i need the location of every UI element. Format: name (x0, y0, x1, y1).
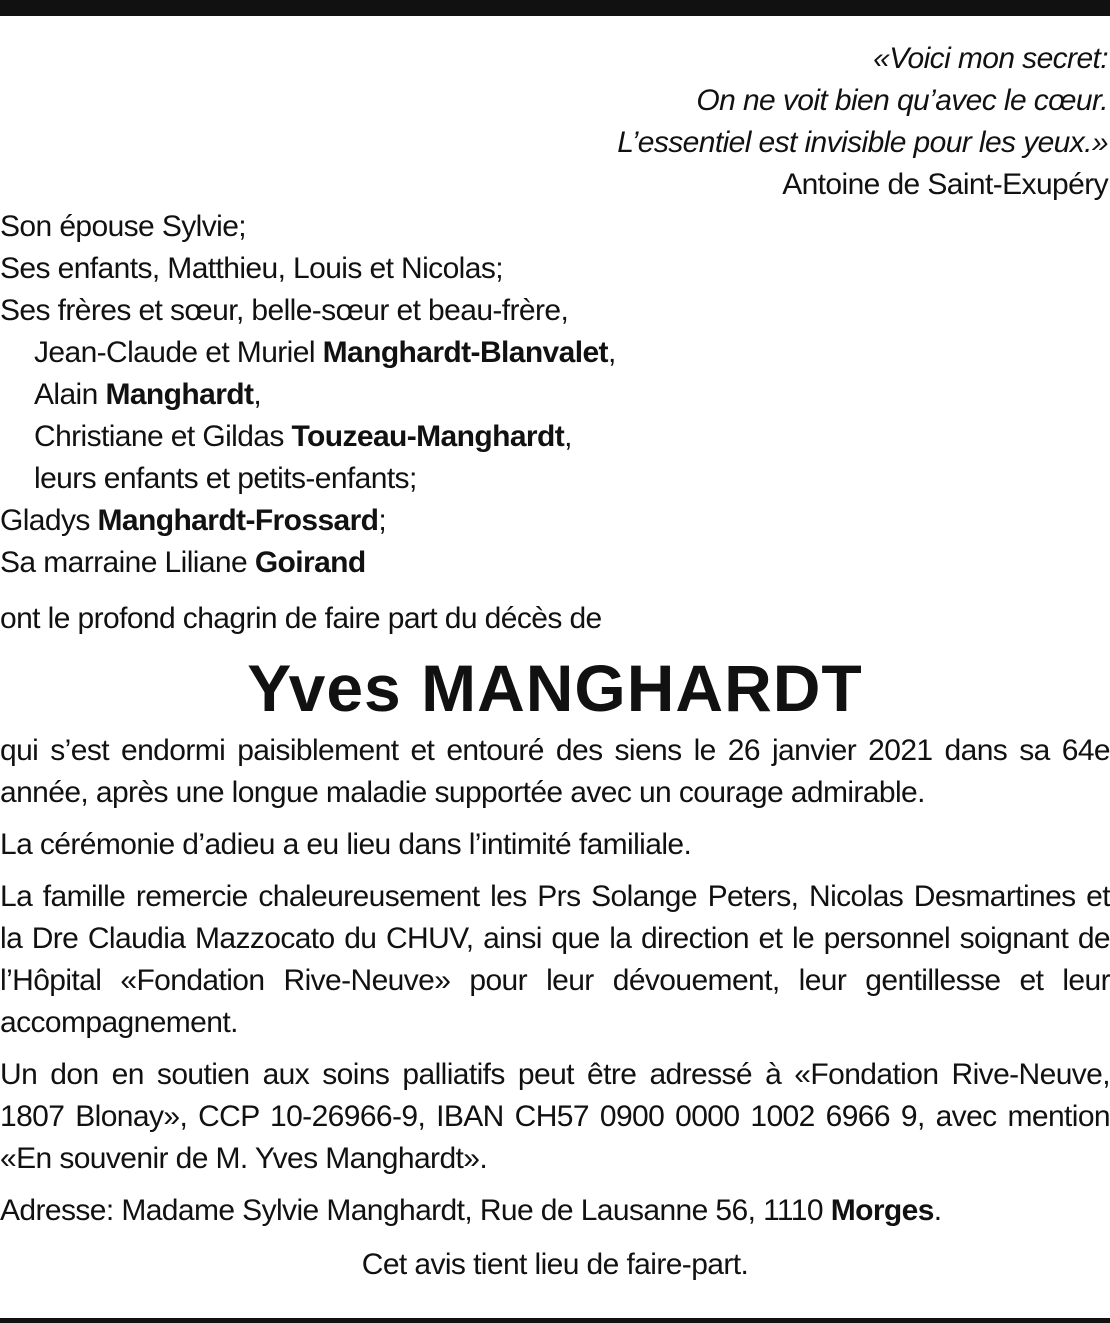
mourner-siblings-intro: Ses frères et sœur, belle-sœur et beau-frère, (0, 294, 569, 327)
mourner-godmother (0, 542, 1110, 584)
punctuation: , (607, 336, 616, 369)
quote-line-2: On ne voit bien qu’avec le cœur. (696, 84, 1108, 117)
mourner-spouse: Son épouse Sylvie; (0, 210, 247, 243)
surname: Manghardt (105, 378, 254, 411)
punctuation: ; (378, 504, 387, 537)
quote-line-3: L’essentiel est invisible pour les yeux.» (617, 126, 1108, 159)
given-names: Christiane et Gildas (34, 420, 292, 453)
quote-author: Antoine de Saint-Exupéry (782, 168, 1108, 201)
given-names: Jean-Claude et Muriel (34, 336, 323, 369)
address-city: Morges (830, 1194, 934, 1227)
mourner-descendants: leurs enfants et petits-enfants; (34, 462, 417, 495)
quote-line-1: «Voici mon secret: (873, 42, 1108, 75)
surname: Touzeau-Manghardt (291, 420, 565, 453)
given-names: Gladys (0, 504, 98, 537)
punctuation: , (564, 420, 572, 453)
surname: Goirand (254, 546, 366, 579)
passing-paragraph: qui s’est endormi paisiblement et entouré des siens le 26 janvier 2021 dans sa 64e année, après une longue maladie supportée avec un courage admirable. (0, 734, 1110, 809)
top-rule (0, 0, 1110, 16)
bottom-rule (0, 1318, 1110, 1323)
punctuation: , (253, 378, 262, 411)
surname: Manghardt-Blanvalet (322, 336, 608, 369)
obituary-notice (0, 38, 1110, 1286)
address-line (0, 1190, 1110, 1232)
address-text: Adresse: Madame Sylvie Manghardt, Rue de Lausanne 56, 1110 (0, 1194, 831, 1227)
donation-paragraph: Un don en soutien aux soins palliatifs peut être adressé à «Fondation Rive-Neuve, 1807 Blonay», CCP 10-26966-9, IBAN CH57 0900 0000 1002 6966 9, avec mention «En souvenir de M. Yves Manghardt». (0, 1058, 1110, 1175)
mourners-list (0, 206, 1110, 584)
thanks-paragraph: La famille remercie chaleureusement les Prs Solange Peters, Nicolas Desmartines et la Dre Claudia Mazzocato du CHUV, ainsi que la direction et le personnel soignant de l’Hôpital «Fondation Rive-Neuve» pour leur dévouement, leur gentillesse et leur accompagnement. (0, 880, 1110, 1039)
announcement-line: ont le profond chagrin de faire part du décès de (0, 602, 602, 635)
mourner-sibling-3 (0, 416, 1110, 458)
closing-note: Cet avis tient lieu de faire-part. (361, 1248, 749, 1281)
ceremony-paragraph: La cérémonie d’adieu a eu lieu dans l’intimité familiale. (0, 828, 692, 861)
given-names: Sa marraine Liliane (0, 546, 255, 579)
mourner-sibling-1 (0, 332, 1110, 374)
epigraph-quote (0, 38, 1110, 206)
mourner-sibling-2 (0, 374, 1110, 416)
deceased-name: Yves MANGHARDT (247, 651, 863, 725)
mourner-children: Ses enfants, Matthieu, Louis et Nicolas; (0, 252, 503, 285)
address-end: . (933, 1194, 942, 1227)
surname: Manghardt-Frossard (97, 504, 379, 537)
mourner-gladys (0, 500, 1110, 542)
given-names: Alain (34, 378, 106, 411)
